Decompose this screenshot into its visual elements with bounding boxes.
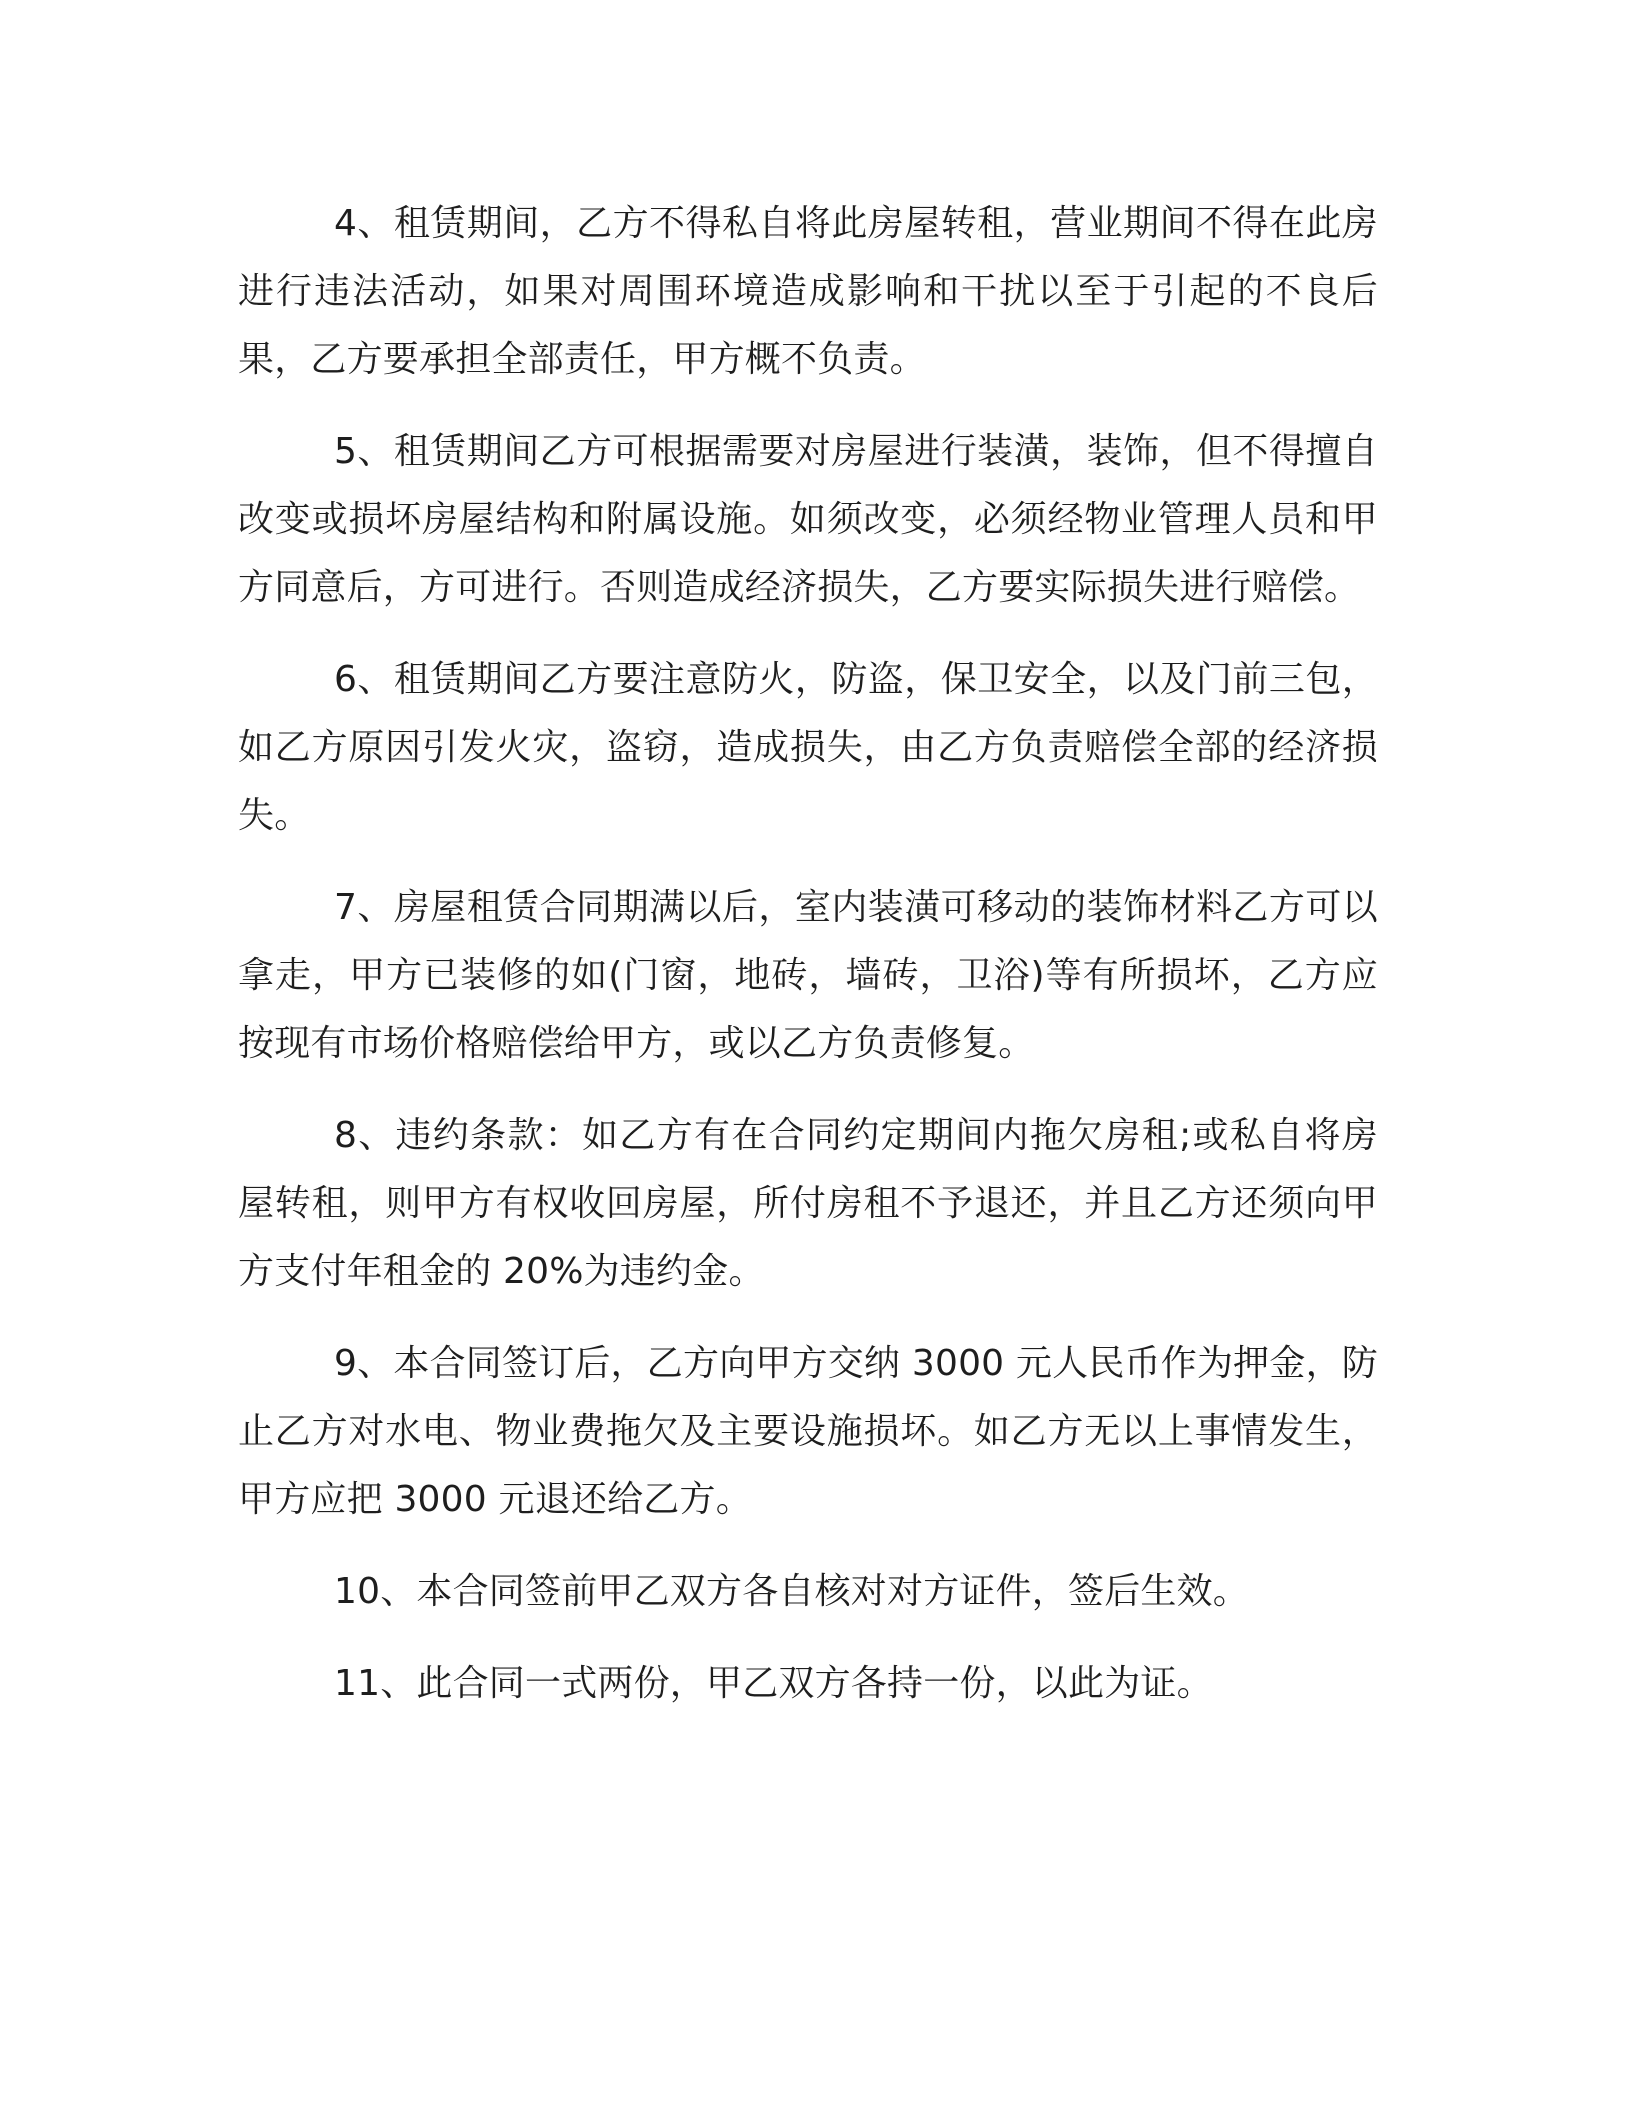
clause-8: 8、违约条款：如乙方有在合同约定期间内拖欠房租;或私自将房屋转租，则甲方有权收回房屋，所付房租不予退还，并且乙方还须向甲方支付年租金的 20%为违约金。	[238, 1115, 1378, 1292]
clause-10: 10、本合同签前甲乙双方各自核对对方证件，签后生效。	[334, 1571, 1250, 1612]
clause-4: 4、租赁期间，乙方不得私自将此房屋转租，营业期间不得在此房进行违法活动，如果对周围环境造成影响和干扰以至于引起的不良后果，乙方要承担全部责任，甲方概不负责。	[238, 203, 1378, 380]
contract-body	[238, 190, 1378, 1742]
clause-5: 5、租赁期间乙方可根据需要对房屋进行装潢，装饰，但不得擅自改变或损坏房屋结构和附属设施。如须改变，必须经物业管理人员和甲方同意后，方可进行。否则造成经济损失，乙方要实际损失进行赔偿。	[238, 431, 1378, 608]
clause-11: 11、此合同一式两份，甲乙双方各持一份，以此为证。	[334, 1663, 1213, 1704]
clause-9: 9、本合同签订后，乙方向甲方交纳 3000 元人民币作为押金，防止乙方对水电、物业费拖欠及主要设施损坏。如乙方无以上事情发生，甲方应把 3000 元退还给乙方。	[238, 1343, 1378, 1520]
clause-7: 7、房屋租赁合同期满以后，室内装潢可移动的装饰材料乙方可以拿走，甲方已装修的如(门窗，地砖，墙砖，卫浴)等有所损坏，乙方应按现有市场价格赔偿给甲方，或以乙方负责修复。	[238, 887, 1378, 1064]
clause-6: 6、租赁期间乙方要注意防火，防盗，保卫安全，以及门前三包，如乙方原因引发火灾，盗窃，造成损失，由乙方负责赔偿全部的经济损失。	[238, 659, 1378, 836]
